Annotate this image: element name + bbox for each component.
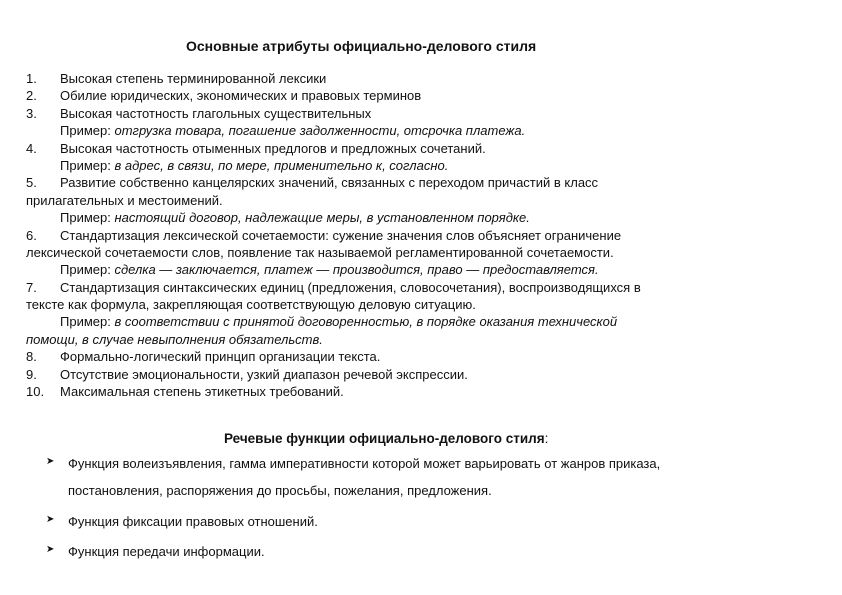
- list-item-number: 10.: [26, 384, 45, 400]
- arrowhead-bullet-icon: ➤: [46, 456, 55, 467]
- list-item-text: Отсутствие эмоциональности, узкий диапазон речевой экспрессии.: [60, 366, 468, 382]
- list-item-continuation: тексте как формула, закрепляющая соответствующую деловую ситуацию.: [26, 297, 476, 313]
- list-item-text: Стандартизация лексической сочетаемости: сужение значения слов объясняет ограничение: [60, 227, 622, 243]
- list-item-number: 5.: [26, 175, 37, 191]
- bullet-item: [46, 455, 816, 499]
- list-item: [26, 366, 806, 383]
- list-item-continuation: прилагательных и местоимений.: [26, 192, 223, 208]
- list-item-example: [26, 209, 806, 226]
- list-item-text: Высокая частотность отыменных предлогов и предложных сочетаний.: [60, 140, 486, 156]
- bullet-text: Функция передачи информации.: [68, 544, 265, 559]
- list-item: [26, 70, 806, 87]
- example-text: отгрузка товара, погашение задолженности, отсрочка платежа.: [114, 123, 526, 139]
- list-item: [26, 105, 806, 122]
- example-label: Пример:: [60, 262, 111, 278]
- list-item-example: [26, 122, 806, 139]
- bullet-item: [46, 513, 816, 530]
- bullet-text: Функция фиксации правовых отношений.: [68, 514, 318, 529]
- example-continuation: помощи, в случае невыполнения обязательств.: [26, 331, 323, 347]
- section-subtitle: [224, 431, 548, 446]
- functions-list: [46, 455, 816, 560]
- example-label: Пример:: [60, 123, 111, 139]
- list-item: [26, 174, 806, 191]
- list-item-example: [26, 157, 806, 174]
- attributes-list: [26, 70, 806, 400]
- list-item-example: [26, 313, 806, 330]
- example-text: сделка — заключается, платеж — производится, право — предоставляется.: [114, 262, 599, 278]
- list-item-text: Высокая степень терминированной лексики: [60, 71, 327, 86]
- subtitle-colon: :: [544, 431, 549, 446]
- bullet-item: [46, 543, 816, 560]
- list-item: [26, 140, 806, 157]
- example-text: настоящий договор, надлежащие меры, в установленном порядке.: [114, 210, 530, 226]
- list-item-number: 7.: [26, 279, 37, 295]
- list-item-text: Высокая частотность глагольных существительных: [60, 105, 372, 121]
- list-item: [26, 279, 806, 296]
- list-item: [26, 227, 806, 244]
- list-item-number: 4.: [26, 140, 37, 156]
- example-label: Пример:: [60, 210, 111, 226]
- list-item-text: Формально-логический принцип организации текста.: [60, 349, 381, 365]
- example-label: Пример:: [60, 157, 111, 173]
- list-item-text: Стандартизация синтаксических единиц (предложения, словосочетания), воспроизводящихся в: [60, 279, 641, 295]
- bullet-text: Функция волеизъявления, гамма императивности которой может варьировать от жанров приказа,: [68, 456, 661, 471]
- example-label: Пример:: [60, 314, 111, 330]
- example-text: в адрес, в связи, по мере, применительно к, согласно.: [114, 157, 449, 173]
- example-text: в соответствии с принятой договоренностью, в порядке оказания технической: [114, 314, 618, 330]
- arrowhead-bullet-icon: ➤: [46, 514, 55, 525]
- list-item: [26, 348, 806, 365]
- bullet-text-continuation: постановления, распоряжения до просьбы, пожелания, предложения.: [68, 483, 492, 498]
- subtitle-text: Речевые функции официально-делового стиля: [224, 431, 545, 446]
- list-item: [26, 87, 806, 104]
- list-item-number: 8.: [26, 349, 37, 365]
- list-item: [26, 383, 806, 400]
- list-item-number: 3.: [26, 105, 37, 121]
- list-item-number: 1.: [26, 71, 37, 86]
- list-item-example: [26, 261, 806, 278]
- list-item-text: Максимальная степень этикетных требований.: [60, 384, 344, 400]
- list-item-number: 2.: [26, 88, 37, 104]
- list-item-text: Обилие юридических, экономических и правовых терминов: [60, 88, 422, 104]
- list-item-number: 9.: [26, 366, 37, 382]
- list-item-number: 6.: [26, 227, 37, 243]
- page-title: Основные атрибуты официально-делового стиля: [186, 38, 537, 54]
- list-item-text: Развитие собственно канцелярских значений, связанных с переходом причастий в класс: [60, 175, 599, 191]
- arrowhead-bullet-icon: ➤: [46, 544, 55, 555]
- list-item-continuation: лексической сочетаемости слов, появление так называемой регламентированной сочетаемости.: [26, 244, 614, 260]
